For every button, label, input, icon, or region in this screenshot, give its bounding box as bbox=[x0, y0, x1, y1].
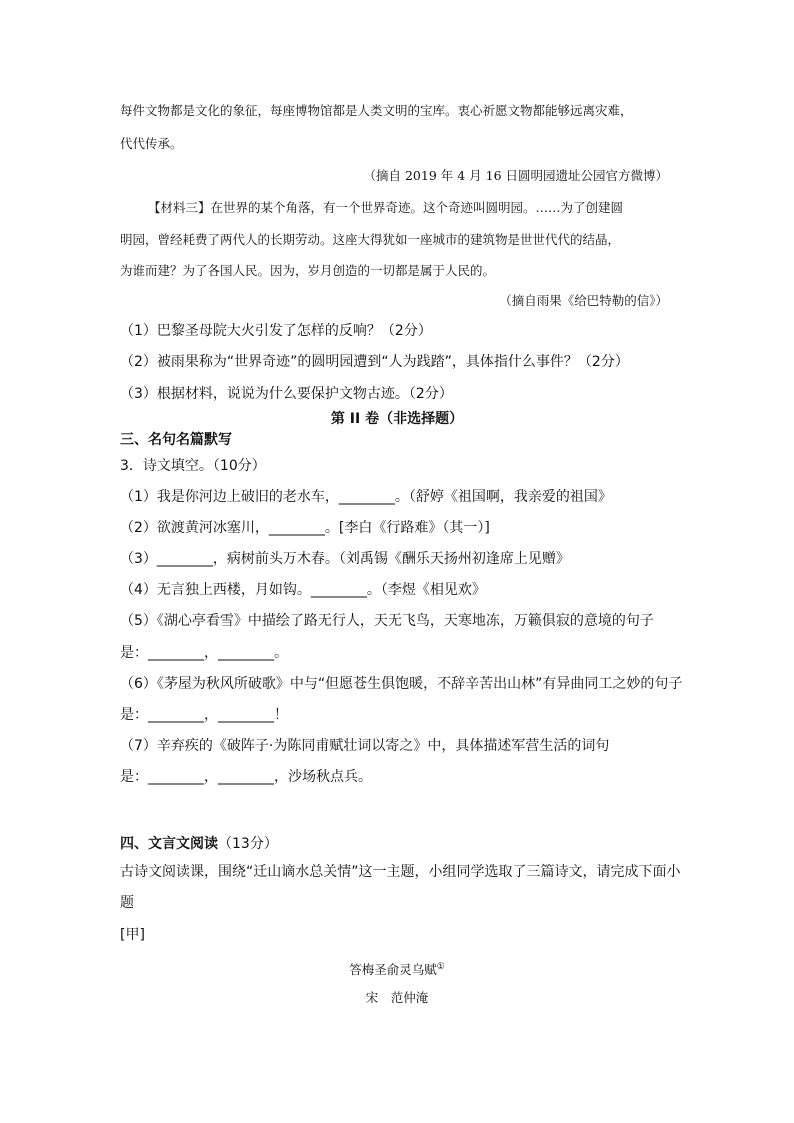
fill-blank-2: （2）欲渡黄河冰塞川，________。[李白《行路难》（其一）] bbox=[120, 520, 490, 536]
fill-blank-4: （4）无言独上西楼，月如钩。________。（李煜《相见欢》 bbox=[120, 582, 486, 598]
section3-heading: 三、名句名篇默写 bbox=[120, 432, 232, 448]
fill-blank-7-answer: 是：________，________，沙场秋点兵。 bbox=[120, 769, 372, 785]
section4-score: （13分） bbox=[218, 836, 278, 852]
question-2: （2）被雨果称为“世界奇迹”的圆明园遭到“人为践踏”，具体指什么事件？（2分） bbox=[120, 354, 629, 370]
material3-line-3: 为谁而建？为了各国人民。因为，岁月创造的一切都是属于人民的。 bbox=[120, 263, 496, 278]
material3-line-2: 明园，曾经耗费了两代人的长期劳动。这座大得犹如一座城市的建筑物是世世代代的结晶， bbox=[120, 232, 621, 247]
material3-source: （摘自雨果《给巴特勒的信》） bbox=[499, 293, 668, 308]
question-3-title: 3．诗文填空。（10分） bbox=[120, 458, 266, 474]
section4-heading: 四、文言文阅读 bbox=[120, 836, 218, 852]
fill-blank-5-prompt: （5）《湖心亭看雪》中描绘了路无行人，天无飞鸟，天寒地冻，万籁俱寂的意境的句子 bbox=[120, 613, 654, 629]
footnote-marker: ① bbox=[436, 962, 445, 972]
text-label-jia: [甲] bbox=[120, 927, 145, 943]
poem-author: 宋 范仲淹 bbox=[365, 990, 429, 1005]
material3-line-1: 【材料三】在世界的某个角落，有一个世界奇迹。这个奇迹叫圆明园。……为了创建圆 bbox=[148, 200, 624, 215]
section4-intro-2: 题 bbox=[120, 895, 134, 911]
material2-source: （摘自 2019 年 4 月 16 日圆明园遗址公园官方微博） bbox=[363, 168, 668, 183]
fill-blank-6-answer: 是：________，________！ bbox=[120, 707, 288, 723]
fill-blank-5-answer: 是：________，________。 bbox=[120, 645, 288, 661]
section4-intro-1: 古诗文阅读课，围绕“迁山谪水总关情”这一主题，小组同学选取了三篇诗文，请完成下面小 bbox=[120, 864, 681, 880]
fill-blank-7-prompt: （7）辛弃疾的《破阵子·为陈同甫赋壮词以寄之》中，具体描述军营生活的词句 bbox=[120, 738, 610, 754]
question-3: （3）根据材料，说说为什么要保护文物古迹。（2分） bbox=[120, 386, 453, 402]
material2-line-2: 代代传承。 bbox=[120, 136, 183, 151]
section4-heading-line bbox=[120, 834, 278, 854]
poem-title: 答梅圣俞灵乌赋 bbox=[349, 962, 437, 978]
question-1: （1）巴黎圣母院大火引发了怎样的反响？（2分） bbox=[120, 323, 432, 339]
fill-blank-6-prompt: （6）《茅屋为秋风所破歌》中与“但愿苍生俱饱暖，不辞辛苦出山林”有异曲同工之妙的句子 bbox=[120, 676, 683, 692]
fill-blank-3: （3）________，病树前头万木春。（刘禹锡《酬乐天扬州初逢席上见赠》 bbox=[120, 551, 570, 567]
material2-line-1: 每件文物都是文化的象征，每座博物馆都是人类文明的宝库。衷心祈愿文物都能够远离灾难， bbox=[120, 103, 633, 118]
poem-title-line bbox=[0, 957, 794, 980]
part2-title: 第 II 卷（非选择题） bbox=[330, 411, 464, 427]
fill-blank-1: （1）我是你河边上破旧的老水车，________。（舒婷《祖国啊，我亲爱的祖国》 bbox=[120, 489, 612, 505]
